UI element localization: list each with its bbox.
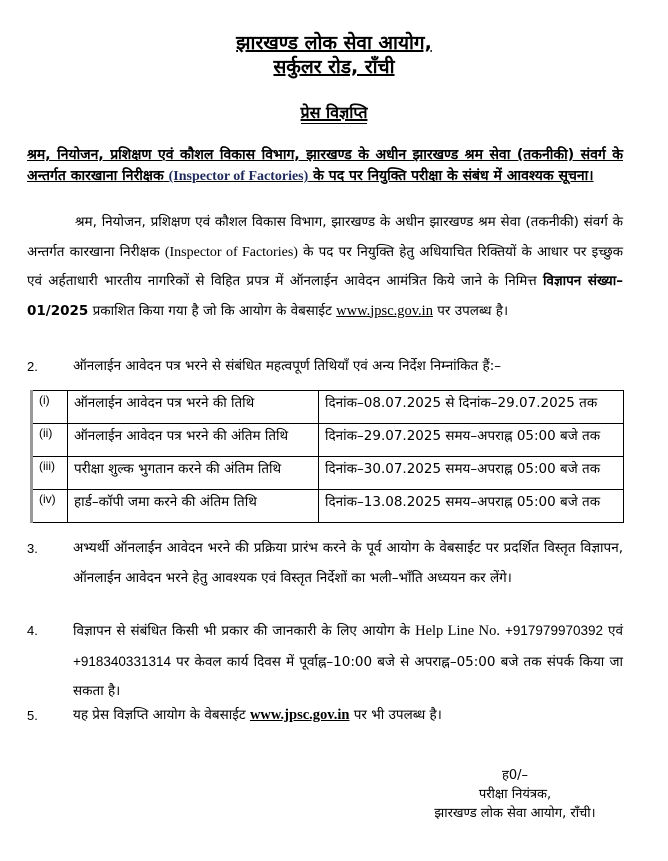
signatory-organization: झारखण्ड लोक सेवा आयोग, राँची। [434,806,596,821]
row-date: दिनांक–30.07.2025 समय–अपराह्न 05:00 बजे तक [319,457,624,490]
intro-paragraph [27,208,623,326]
intro-post-english: (Inspector of Factories) [164,244,298,260]
subject-post-english: (Inspector of Factories) [168,169,309,184]
item-number: 2. [27,359,38,374]
dates-table-row [32,424,624,457]
row-index: (ii) [32,424,68,457]
item-text [73,616,623,707]
signatory-designation: परीक्षा नियंत्रक, [478,787,552,802]
document-type-heading [0,101,668,123]
document-type: प्रेस विज्ञप्ति [300,103,368,122]
helpline-connector: एवं [608,623,624,639]
list-item-3 [27,534,623,593]
dates-table-row [32,457,624,490]
website-link[interactable]: www.jpsc.gov.in [336,302,433,319]
org-name-heading [0,32,668,55]
row-date: दिनांक–08.07.2025 से दिनांक–29.07.2025 तक [319,391,624,424]
item-number: 5. [27,708,38,723]
signed-mark: ह0/– [501,768,529,783]
list-item-2 [27,352,623,382]
list-item-4 [27,616,623,707]
subject-part2: के पद पर नियुक्ति परीक्षा के संबंध में आवश्यक सूचना। [313,168,594,184]
availability-end: पर भी उपलब्ध है। [353,707,442,723]
dates-table-row [32,490,624,523]
website-link[interactable]: www.jpsc.gov.in [249,707,350,723]
helpline-phone-2[interactable]: +918340331314 [73,653,171,669]
address-heading [0,56,668,79]
row-event: ऑनलाईन आवेदन पत्र भरने की तिथि [68,391,319,424]
intro-part4: पर उपलब्ध है। [437,302,509,319]
intro-part1: श्रम, नियोजन, प्रशिक्षण एवं कौशल विकास विभाग, झारखण्ड के अधीन झारखण्ड श्रम सेवा (तकनीकी) संवर्ग के अन्तर्गत कारखाना निरीक्षक [27,214,623,260]
availability-intro: यह प्रेस विज्ञप्ति आयोग के वेबसाईट [73,707,246,723]
dates-table-row [32,391,624,424]
row-date: दिनांक–29.07.2025 समय–अपराह्न 05:00 बजे तक [319,424,624,457]
intro-part3: प्रकाशित किया गया है जो कि आयोग के वेबसाईट [92,302,332,319]
row-date: दिनांक–13.08.2025 समय–अपराह्न 05:00 बजे तक [319,490,624,523]
org-name: झारखण्ड लोक सेवा आयोग, [236,32,432,54]
org-address: सर्कुलर रोड, राँची [273,56,395,78]
row-event: हार्ड–कॉपी जमा करने की अंतिम तिथि [68,490,319,523]
row-index: (iii) [32,457,68,490]
item-number: 3. [27,541,38,556]
helpline-hours: पर केवल कार्य दिवस में पूर्वाह्न–10:00 बजे से अपराह्न–05:00 बजे तक संपर्क किया जा सकता है। [73,653,623,699]
advertisement-number: विज्ञापन संख्या–01/2025 [27,273,623,319]
list-item-5 [27,701,623,731]
row-index: (iv) [32,490,68,523]
row-index: (i) [32,391,68,424]
helpline-intro: विज्ञापन से संबंधित किसी भी प्रकार की जानकारी के लिए आयोग के [73,623,411,639]
signature-block [395,766,635,823]
item-text: अभ्यर्थी ऑनलाईन आवेदन भरने की प्रक्रिया प्रारंभ करने के पूर्व आयोग के वेबसाईट पर प्रदर्शित विस्तृत विज्ञापन, ऑनलाईन आवेदन भरने हेतु आवश्यक एवं विस्तृत निर्देशों का भली–भाँति अध्ययन कर लेंगे। [73,540,623,586]
item-number: 4. [27,623,38,638]
row-event: ऑनलाईन आवेदन पत्र भरने की अंतिम तिथि [68,424,319,457]
subject-part1: श्रम, नियोजन, प्रशिक्षण एवं कौशल विकास विभाग, झारखण्ड के अधीन झारखण्ड श्रम सेवा (तकनीकी) संवर्ग के अन्तर्गत कारखाना निरीक्षक [27,147,623,184]
subject-heading [27,145,623,187]
row-event: परीक्षा शुल्क भुगतान करने की अंतिम तिथि [68,457,319,490]
item-text [73,701,623,731]
item-text: ऑनलाईन आवेदन पत्र भरने से संबंधित महत्वपूर्ण तिथियाँ एवं अन्य निर्देश निम्नांकित हैं:– [73,358,501,374]
intro-part2: के पद पर नियुक्ति हेतु अधियाचित रिक्तियों के आधार पर इच्छुक एवं अर्हताधारी भारतीय नागरिकों से विहित प्रपत्र में ऑनलाईन आवेदन आमंत्रित किये जाने के निमित्त [27,243,624,289]
helpline-label: Help Line No. [415,623,500,639]
important-dates-table [30,390,624,523]
helpline-phone-1[interactable]: +917979970392 [505,623,603,638]
